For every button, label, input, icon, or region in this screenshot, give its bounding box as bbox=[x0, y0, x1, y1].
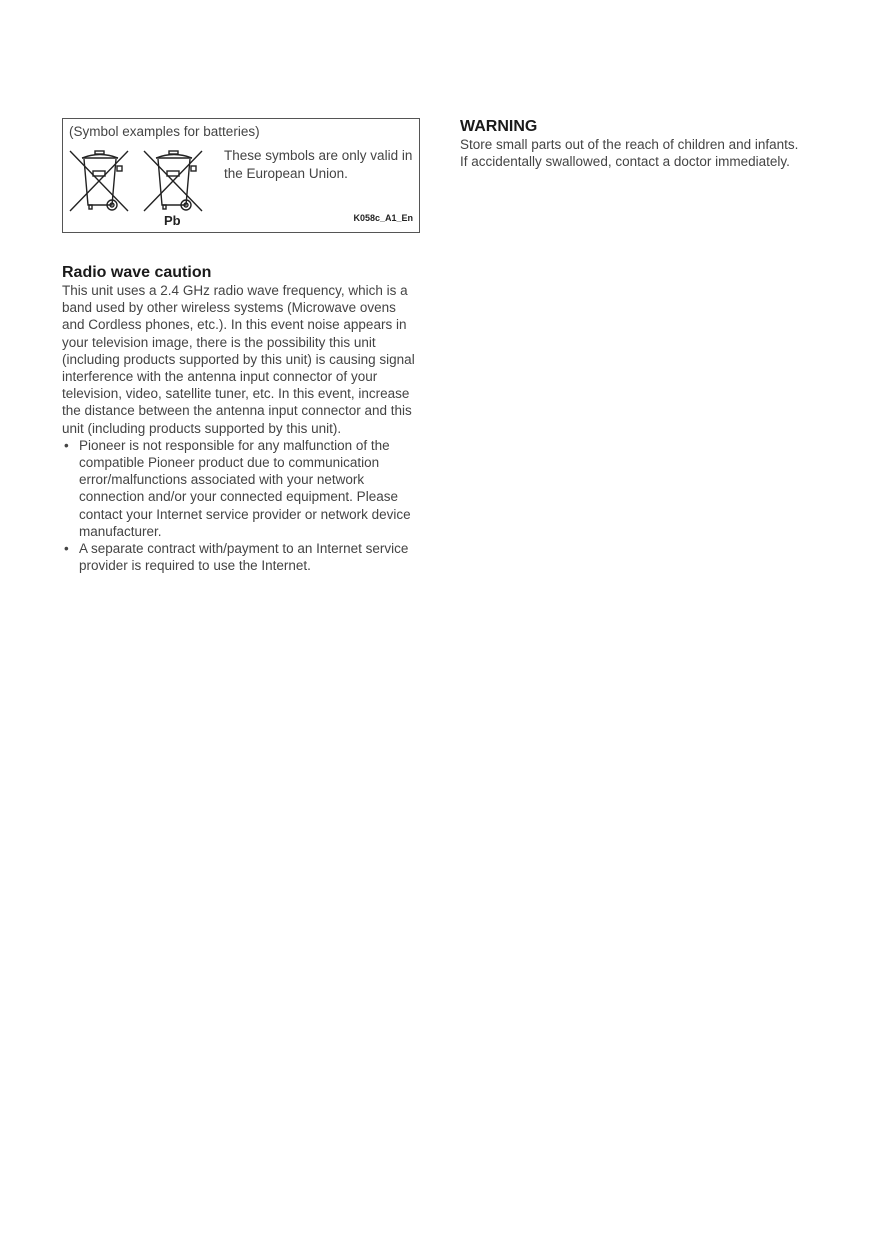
bullet-icon: • bbox=[64, 437, 69, 453]
bullet-list bbox=[62, 437, 417, 575]
radio-wave-caution-section bbox=[62, 263, 417, 574]
battery-symbol-box bbox=[62, 118, 420, 233]
document-code: K058c_A1_En bbox=[353, 213, 413, 223]
bullet-text: Pioneer is not responsible for any malfunction of the compatible Pioneer product due to communication error/malfunctions associated with your network connection and/or your connected equipment. Please contact your Internet service provider or network device manufacturer. bbox=[79, 437, 411, 539]
symbol-caption: (Symbol examples for batteries) bbox=[69, 124, 260, 139]
bullet-text: A separate contract with/payment to an Internet service provider is required to use the Internet. bbox=[79, 541, 409, 574]
pb-label: Pb bbox=[164, 213, 181, 228]
warning-heading: WARNING bbox=[460, 118, 538, 135]
section-heading: Radio wave caution bbox=[62, 264, 212, 281]
warning-section bbox=[460, 117, 800, 170]
warning-body: Store small parts out of the reach of children and infants. If accidentally swallowed, contact a doctor immediately. bbox=[460, 137, 799, 170]
eu-validity-note: These symbols are only valid in the European Union. bbox=[224, 148, 413, 181]
section-body: This unit uses a 2.4 GHz radio wave frequency, which is a band used by other wireless systems (Microwave ovens and Cordless phones, etc.). In this event noise appears in your television image, there is the possibility this unit (including products supported by this unit) is causing signal interference with the antenna input connector of your television, video, satellite tuner, etc. In this event, increase the distance between the antenna input connector and this unit (including products supported by this unit). bbox=[62, 283, 415, 436]
crossed-out-wheeled-bin-pb-icon bbox=[142, 147, 206, 215]
bullet-item bbox=[62, 540, 417, 574]
crossed-out-wheeled-bin-icon bbox=[68, 147, 132, 215]
bullet-item bbox=[62, 437, 417, 540]
bullet-icon: • bbox=[64, 541, 69, 557]
